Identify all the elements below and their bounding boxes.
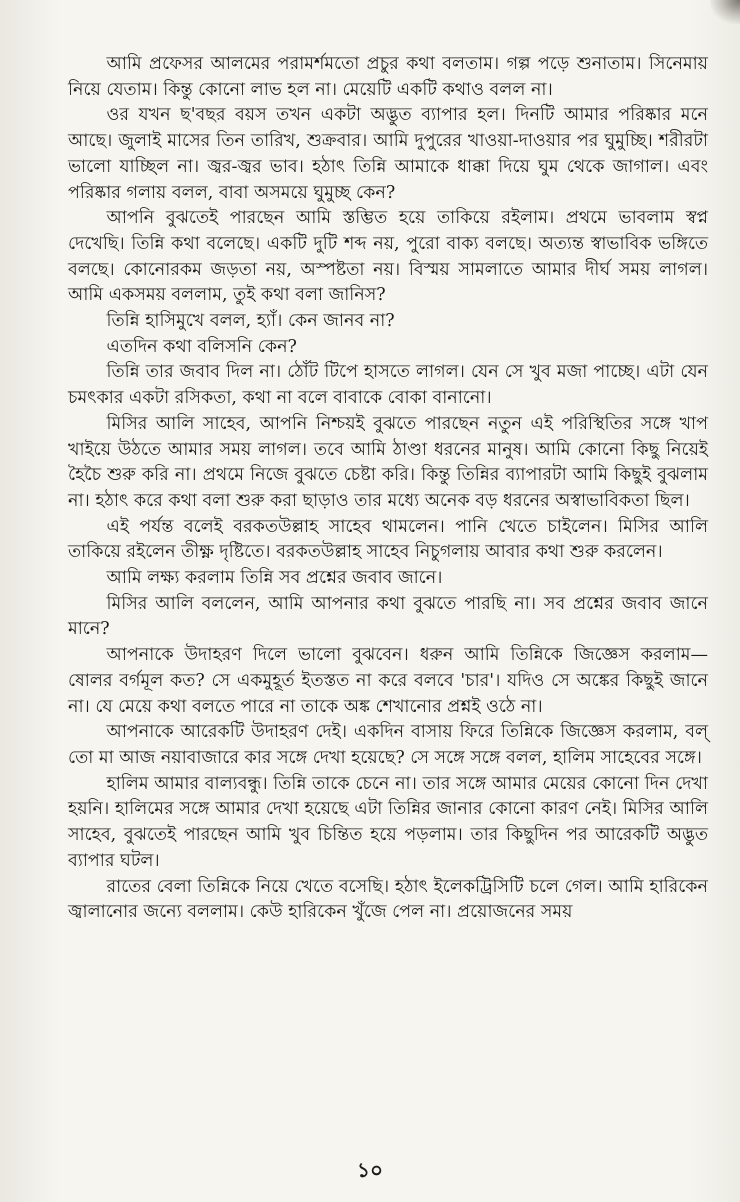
paragraph: হালিম আমার বাল্যবন্ধু। তিন্নি তাকে চেনে না। তার সঙ্গে আমার মেয়ের কোনো দিন দেখা হয়নি। হালিমের সঙ্গে আমার দেখা হয়েছে এটা তিন্নির জানার কোনো কারণ নেই। মিসির আলি সাহেব, বুঝতেই পারছেন আমি খুব চিন্তিত হয়ে পড়লাম। তার কিছুদিন পর আরেকটি অদ্ভুত ব্যাপার ঘটল। xyxy=(68,773,708,871)
body-text xyxy=(68,52,708,926)
page-number: ১০ xyxy=(357,1158,383,1182)
paragraph: আপনাকে আরেকটি উদাহরণ দেই। একদিন বাসায় ফিরে তিন্নিকে জিজ্ঞেস করলাম, বল্ তো মা আজ নয়াবাজারে কার সঙ্গে দেখা হয়েছে? সে সঙ্গে সঙ্গে বলল, হালিম সাহেবের সঙ্গে। xyxy=(68,722,708,768)
paragraph: আপনাকে উদাহরণ দিলে ভালো বুঝবেন। ধরুন আমি তিন্নিকে জিজ্ঞেস করলাম— ষোলর বর্গমূল কত? সে একমুহূর্ত ইতস্তত না করে বলবে 'চার'। যদিও সে অঙ্কের কিছুই জানে না। যে মেয়ে কথা বলতে পারে না তাকে অঙ্ক শেখানোর প্রশ্নই ওঠে না। xyxy=(68,645,708,717)
paragraph: তিন্নি হাসিমুখে বলল, হ্যাঁ। কেন জানব না? xyxy=(106,311,395,332)
paragraph: মিসির আলি সাহেব, আপনি নিশ্চয়ই বুঝতে পারছেন নতুন এই পরিস্থিতির সঙ্গে খাপ খাইয়ে উঠতে আমার সময় লাগল। তবে আমি ঠাণ্ডা ধরনের মানুষ। আমি কোনো কিছু নিয়েই হৈচৈ শুরু করি না। প্রথমে নিজে বুঝতে চেষ্টা করি। কিন্তু তিন্নির ব্যাপারটা আমি কিছুই বুঝলাম না। হঠাৎ করে কথা বলা শুরু করা ছাড়াও তার মধ্যে অনেক বড় ধরনের অস্বাভাবিকতা ছিল। xyxy=(68,413,708,511)
page-corner-shadow xyxy=(710,0,740,24)
paragraph: তিন্নি তার জবাব দিল না। ঠোঁট টিপে হাসতে লাগল। যেন সে খুব মজা পাচ্ছে। এটা যেন চমৎকার একটা রসিকতা, কথা না বলে বাবাকে বোকা বানানো। xyxy=(68,362,708,409)
paragraph: এতদিন কথা বলিসনি কেন? xyxy=(106,336,297,357)
paragraph: আমি লক্ষ্য করলাম তিন্নি সব প্রশ্নের জবাব জানে। xyxy=(106,568,443,589)
paragraph: আমি প্রফেসর আলমের পরামর্শমতো প্রচুর কথা বলতাম। গল্প পড়ে শুনাতাম। সিনেমায় নিয়ে যেতাম। কিন্তু কোনো লাভ হল না। মেয়েটি একটি কথাও বলল না। xyxy=(68,54,708,100)
paragraph: রাতের বেলা তিন্নিকে নিয়ে খেতে বসেছি। হঠাৎ ইলেকট্রিসিটি চলে গেল। আমি হারিকেন জ্বালানোর জন্যে বললাম। কেউ হারিকেন খুঁজে পেল না। প্রয়োজনের সময় xyxy=(68,876,708,923)
paragraph: এই পর্যন্ত বলেই বরকতউল্লাহ সাহেব থামলেন। পানি খেতে চাইলেন। মিসির আলি তাকিয়ে রইলেন তীক্ষ্ণ দৃষ্টিতে। বরকতউল্লাহ সাহেব নিচুগলায় আবার কথা শুরু করলেন। xyxy=(68,516,708,563)
paragraph: মিসির আলি বললেন, আমি আপনার কথা বুঝতে পারছি না। সব প্রশ্নের জবাব জানে মানে? xyxy=(68,593,708,640)
paragraph: ওর যখন ছ'বছর বয়স তখন একটা অদ্ভুত ব্যাপার হল। দিনটি আমার পরিষ্কার মনে আছে। জুলাই মাসের তিন তারিখ, শুক্রবার। আমি দুপুরের খাওয়া-দাওয়ার পর ঘুমুচ্ছি। শরীরটা ভালো যাচ্ছিল না। জ্বর-জ্বর ভাব। হঠাৎ তিন্নি আমাকে ধাক্কা দিয়ে ঘুম থেকে জাগাল। এবং পরিষ্কার গলায় বলল, বাবা অসময়ে ঘুমুচ্ছ কেন? xyxy=(68,105,708,203)
paragraph: আপনি বুঝতেই পারছেন আমি স্তম্ভিত হয়ে তাকিয়ে রইলাম। প্রথমে ভাবলাম স্বপ্ন দেখেছি। তিন্নি কথা বলেছে। একটি দুটি শব্দ নয়, পুরো বাক্য বলছে। অত্যন্ত স্বাভাবিক ভঙ্গিতে বলছে। কোনোরকম জড়তা নয়, অস্পষ্টতা নয়। বিস্ময় সামলাতে আমার দীর্ঘ সময় লাগল। আমি একসময় বললাম, তুই কথা বলা জানিস? xyxy=(68,208,708,306)
